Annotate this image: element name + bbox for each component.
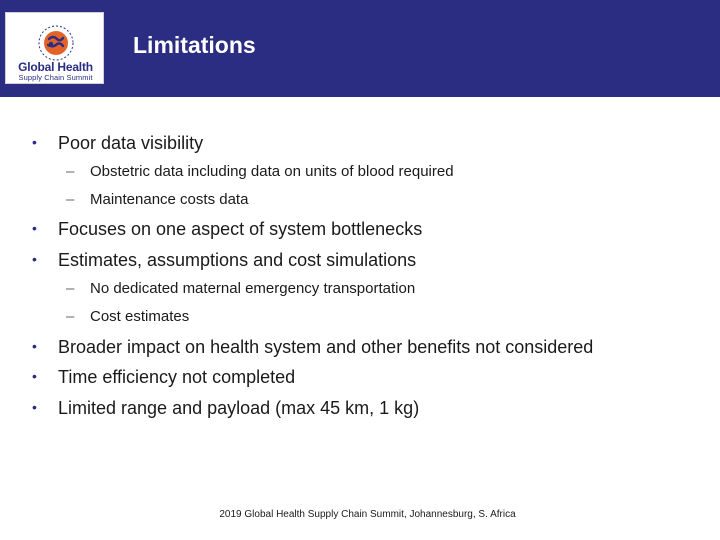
bullet-item: [32, 219, 422, 240]
bullet-icon: •: [32, 368, 37, 384]
sub-bullet-text: No dedicated maternal emergency transportation: [90, 280, 416, 297]
bullet-icon: •: [32, 251, 37, 267]
bullet-text: Broader impact on health system and other benefits not considered: [58, 337, 594, 357]
bullet-icon: •: [32, 338, 37, 354]
bullet-text: Poor data visibility: [58, 133, 204, 153]
bullet-text: Limited range and payload (max 45 km, 1 kg): [58, 398, 420, 418]
logo-subtitle: Supply Chain Summit: [18, 73, 93, 82]
sub-bullet-text: Cost estimates: [90, 308, 190, 325]
bullet-item: [32, 337, 593, 358]
logo-title: Global Health: [18, 60, 93, 74]
sub-bullet-item: [66, 191, 248, 208]
sub-bullet-item: [66, 308, 189, 325]
title-bar: [0, 0, 720, 97]
bullet-text: Time efficiency not completed: [58, 367, 296, 387]
bullet-icon: •: [32, 220, 37, 236]
bullet-text: Focuses on one aspect of system bottlenecks: [58, 219, 423, 239]
sub-bullet-item: [66, 280, 415, 297]
bullet-icon: •: [32, 399, 37, 415]
bullet-text: Estimates, assumptions and cost simulations: [58, 250, 417, 270]
footer-text: 2019 Global Health Supply Chain Summit, Johannesburg, S. Africa: [219, 509, 516, 520]
bullet-item: [32, 133, 203, 154]
globe-logo-icon: [36, 23, 76, 63]
sub-bullet-item: [66, 163, 454, 180]
sub-bullet-text: Maintenance costs data: [90, 191, 249, 208]
dash-icon: –: [66, 280, 75, 297]
dash-icon: –: [66, 191, 75, 208]
summit-logo: [5, 12, 104, 84]
bullet-item: [32, 398, 419, 419]
slide-title: Limitations: [133, 32, 256, 58]
sub-bullet-text: Obstetric data including data on units of blood required: [90, 163, 454, 180]
dash-icon: –: [66, 308, 75, 325]
dash-icon: –: [66, 163, 75, 180]
bullet-icon: •: [32, 134, 37, 150]
bullet-item: [32, 367, 295, 388]
bullet-item: [32, 250, 416, 271]
